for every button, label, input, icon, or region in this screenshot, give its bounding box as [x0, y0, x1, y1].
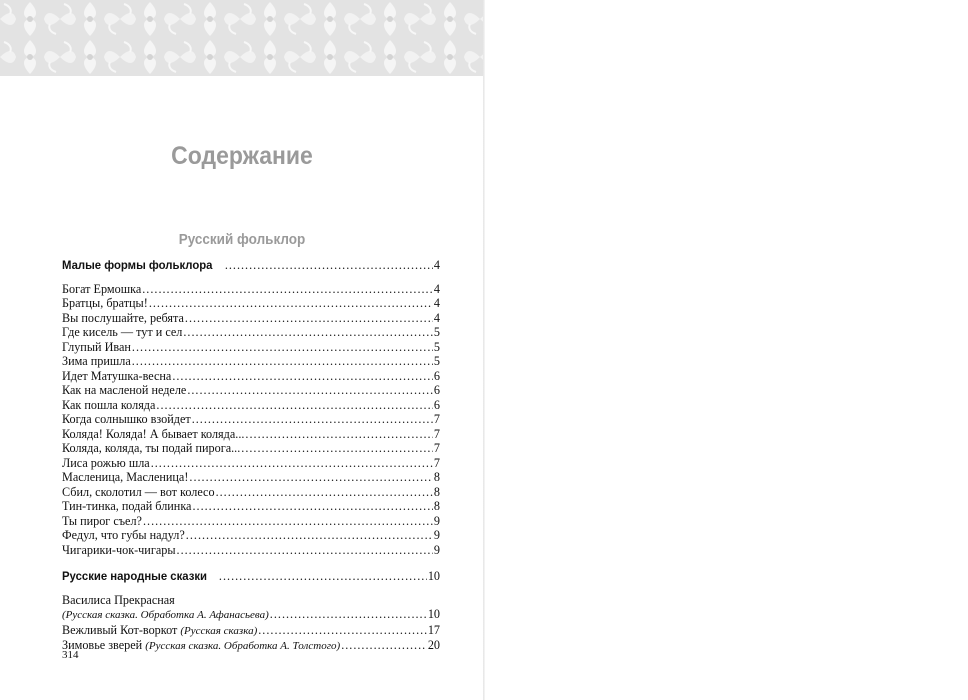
page-number: 4 — [433, 310, 440, 325]
toc-entry[interactable]: Богат Ермошка ..... 4 — [62, 282, 440, 297]
page-number: 9 — [433, 542, 440, 557]
toc-entry[interactable]: (Русская сказка. Обработка А. Афанасьева) ..... 10 — [62, 607, 440, 623]
page-number: 4 — [433, 296, 440, 310]
page-number: 4 — [433, 281, 440, 296]
page-number: 6 — [433, 383, 440, 397]
page-number: 4 — [433, 258, 440, 272]
toc-entry[interactable]: Масленица, Масленица! ..... 8 — [62, 470, 440, 485]
page-number: 7 — [433, 412, 440, 426]
page-number: 8 — [433, 484, 440, 499]
page-number: 7 — [433, 426, 440, 441]
page-folio-left: 314 — [62, 649, 79, 661]
toc-entry[interactable]: Малые формы фольклора ..... 4 — [62, 258, 440, 273]
contents-title: Содержание — [171, 142, 313, 170]
page-number: 5 — [433, 339, 440, 354]
toc-entry[interactable]: Чигарики-чок-чигары ..... 9 — [62, 543, 440, 558]
page-number: 9 — [433, 513, 440, 528]
ornament-banner — [0, 0, 484, 76]
page-number: 7 — [433, 441, 440, 455]
toc-entry[interactable]: Сбил, сколотил — вот колесо ..... 8 — [62, 485, 440, 500]
page-number: 7 — [433, 455, 440, 470]
page-number: 6 — [433, 397, 440, 412]
toc-entry[interactable]: Русские народные сказки ..... 10 — [62, 569, 440, 584]
page-number: 6 — [433, 368, 440, 383]
toc-entry[interactable]: Коляда, коляда, ты подай пирога... ..... 7 — [62, 441, 440, 456]
toc-entry[interactable]: Тин-тинка, подай блинка ..... 8 — [62, 499, 440, 514]
page-number: 10 — [427, 607, 440, 621]
toc-entry[interactable]: Вежливый Кот-воркот (Русская сказка) ..... 17 — [62, 623, 440, 639]
section-title-russian-folklore: Русский фольклор — [178, 231, 306, 248]
right-page — [484, 0, 968, 700]
page-number: 5 — [433, 325, 440, 339]
toc-entry[interactable]: Когда солнышко взойдет ..... 7 — [62, 412, 440, 427]
toc-entry[interactable]: Братцы, братцы! ..... 4 — [62, 296, 440, 311]
toc-entry[interactable]: Вы послушайте, ребята ..... 4 — [62, 311, 440, 326]
toc-entry[interactable]: Зима пришла ..... 5 — [62, 354, 440, 369]
toc-entry[interactable]: Ты пирог съел? ..... 9 — [62, 514, 440, 529]
toc-entry-title[interactable]: Василиса Прекрасная — [62, 592, 175, 607]
toc-entry[interactable]: Как пошла коляда ..... 6 — [62, 398, 440, 413]
toc-left — [62, 258, 440, 654]
page-number: 10 — [427, 569, 440, 583]
page-number: 17 — [427, 622, 440, 637]
toc-entry[interactable]: Где кисель — тут и сел ..... 5 — [62, 325, 440, 340]
toc-entry[interactable]: Зимовье зверей (Русская сказка. Обработка А. Толстого) ..... 20 — [62, 638, 440, 654]
page-number: 9 — [433, 528, 440, 542]
toc-entry[interactable]: Лиса рожью шла ..... 7 — [62, 456, 440, 471]
toc-entry[interactable]: Идет Матушка-весна ..... 6 — [62, 369, 440, 384]
toc-entry[interactable]: Как на масленой неделе ..... 6 — [62, 383, 440, 398]
toc-entry[interactable]: Федул, что губы надул? ..... 9 — [62, 528, 440, 543]
toc-entry[interactable]: Глупый Иван ..... 5 — [62, 340, 440, 355]
page-number: 20 — [427, 638, 440, 652]
page-number: 8 — [433, 470, 440, 484]
toc-entry[interactable]: Коляда! Коляда! А бывает коляда... ..... 7 — [62, 427, 440, 442]
page-number: 5 — [433, 354, 440, 368]
page-number: 8 — [433, 499, 440, 513]
